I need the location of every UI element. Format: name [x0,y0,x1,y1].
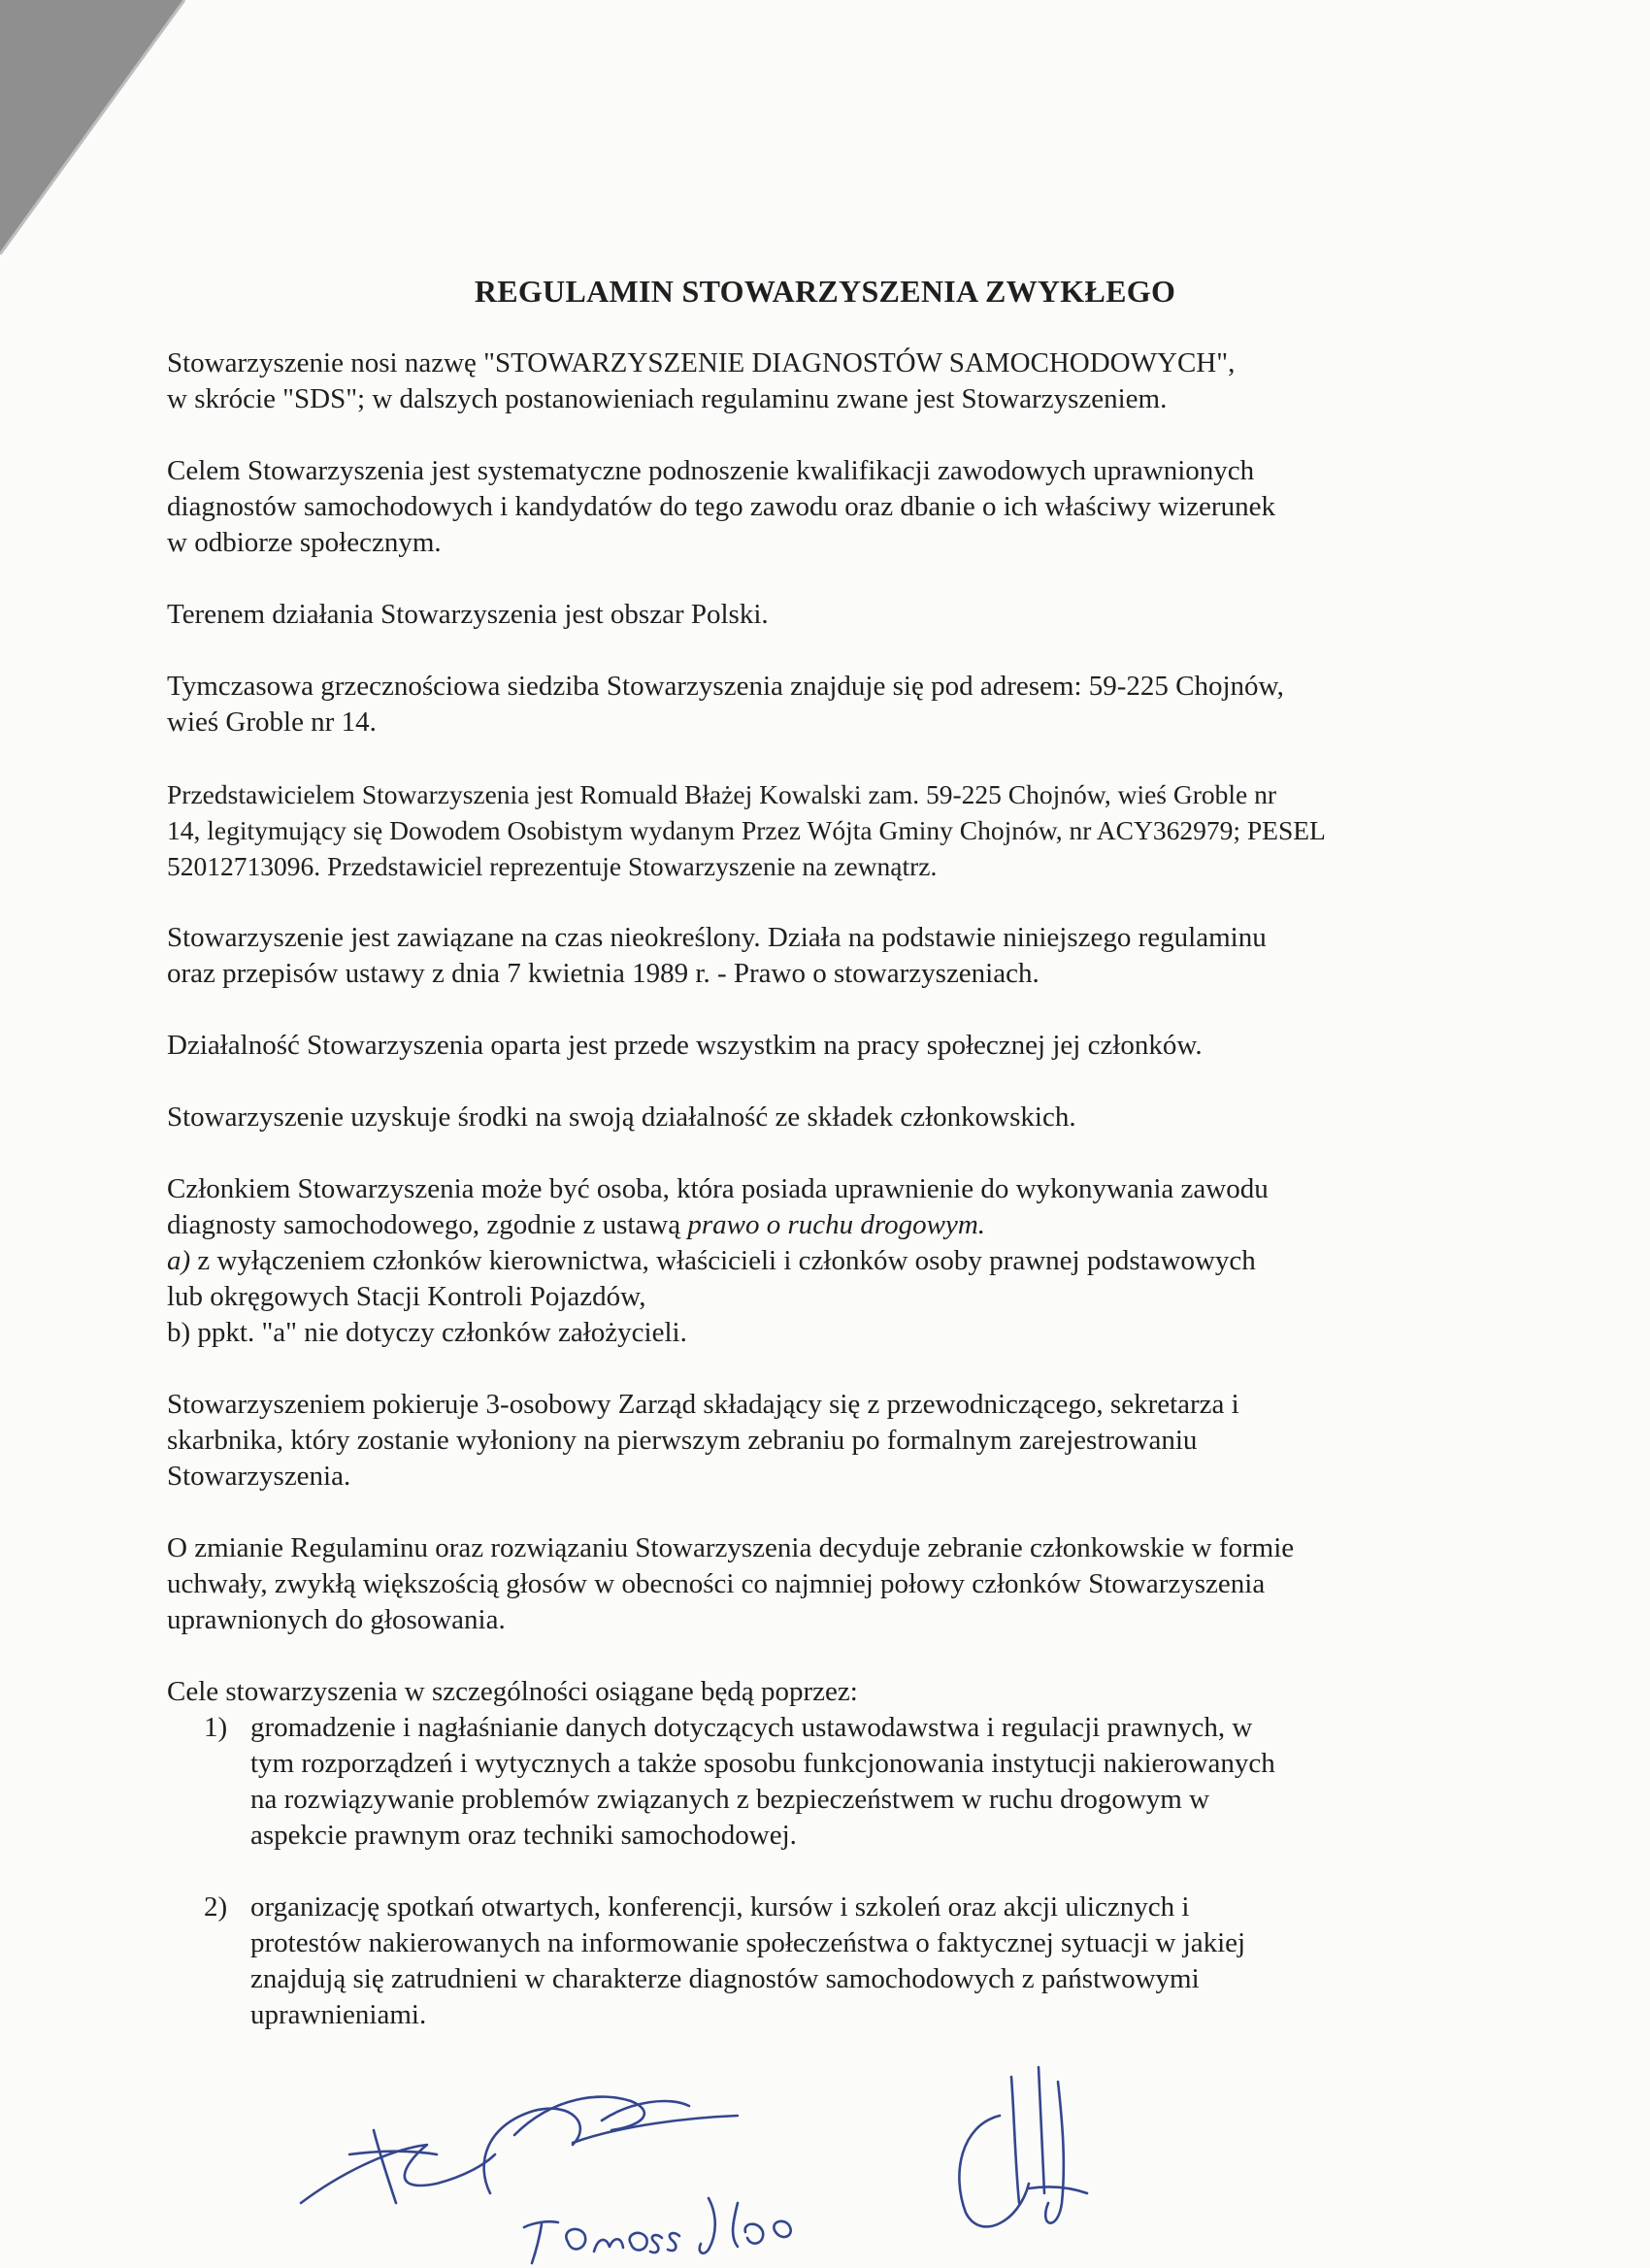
goals-intro [167,1674,1468,1710]
text-line: Stowarzyszenie nosi nazwę "STOWARZYSZENIE DIAGNOSTÓW SAMOCHODOWYCH", [167,347,1236,378]
text-line: skarbnika, który zostanie wyłoniony na pierwszym zebraniu po formalnym zarejestrowaniu [167,1425,1198,1456]
paragraph-name [167,345,1468,417]
text-segment: diagnosty samochodowego, zgodnie z ustawą [167,1209,688,1240]
text-line: Stowarzyszenie jest zawiązane na czas nieokreślony. Działa na podstawie niniejszego regulaminu [167,922,1267,953]
folded-corner [0,0,233,262]
text-line: uprawnionych do głosowania. [167,1604,506,1635]
list-number: 2) [204,1891,228,1923]
text-line: tym rozporządzeń i wytycznych a także sposobu funkcjonowania instytucji nakierowanych [250,1748,1275,1779]
paragraph-purpose [167,453,1468,561]
text-line: diagnostów samochodowych i kandydatów do tego zawodu oraz dbanie o ich właściwy wizerunek [167,491,1275,522]
list-item [167,1890,1468,2033]
text-line: na rozwiązywanie problemów związanych z bezpieczeństwem w ruchu drogowym w [250,1784,1210,1815]
text-line: aspekcie prawnym oraz techniki samochodowej. [250,1820,797,1851]
text-line: wieś Groble nr 14. [167,707,377,738]
text-line: oraz przepisów ustawy z dnia 7 kwietnia 1989 r. - Prawo o stowarzyszeniach. [167,958,1040,989]
text-line: Terenem działania Stowarzyszenia jest obszar Polski. [167,599,769,630]
text-segment: z wyłączeniem członków kierownictwa, właścicieli i członków osoby prawnej podstawowych [190,1245,1256,1276]
document-body [167,345,1468,2069]
text-line: gromadzenie i nagłaśnianie danych dotyczących ustawodawstwa i regulacji prawnych, w [250,1712,1253,1743]
paragraph-duration [167,920,1468,992]
text-line: protestów nakierowanych na informowanie społeczeństwa o faktycznej sytuacji w jakiej [250,1927,1246,1958]
signature-1 [301,2097,738,2203]
paragraph-amendments [167,1530,1468,1638]
text-line: Stowarzyszenie uzyskuje środki na swoją działalność ze składek członkowskich. [167,1101,1076,1133]
text-line: znajdują się zatrudnieni w charakterze diagnostów samochodowych z państwowymi [250,1963,1200,1994]
text-line: uprawnieniami. [250,1999,427,2030]
signature-2 [524,2198,791,2263]
text-line: Cele stowarzyszenia w szczególności osiągane będą poprzez: [167,1676,858,1707]
text-line: w odbiorze społecznym. [167,527,442,558]
text-line: 14, legitymujący się Dowodem Osobistym wydanym Przez Wójta Gminy Chojnów, nr ACY362979; PESEL [167,815,1326,845]
signatures [281,2057,1155,2268]
italic-law-reference: prawo o ruchu drogowym. [687,1209,986,1240]
paragraph-seat [167,669,1468,740]
goals-list [167,1710,1468,2033]
text-line [167,1243,1468,1279]
subpoint-marker: a) [167,1245,191,1276]
paragraph-funding [167,1100,1468,1135]
text-line: Działalność Stowarzyszenia oparta jest przede wszystkim na pracy społecznej jej członków. [167,1030,1203,1061]
paragraph-board [167,1387,1468,1495]
text-line: lub okręgowych Stacji Kontroli Pojazdów, [167,1281,646,1312]
list-item [167,1710,1468,1854]
list-number: 1) [204,1712,228,1743]
text-line [167,1207,1468,1243]
text-line: Tymczasowa grzecznościowa siedziba Stowarzyszenia znajduje się pod adresem: 59-225 Chojnów, [167,671,1284,702]
text-line: Przedstawicielem Stowarzyszenia jest Romuald Błażej Kowalski zam. 59-225 Chojnów, wieś Groble nr [167,779,1277,809]
text-line: organizację spotkań otwartych, konferencji, kursów i szkoleń oraz akcji ulicznych i [250,1891,1190,1923]
text-line: O zmianie Regulaminu oraz rozwiązaniu Stowarzyszenia decyduje zebranie członkowskie w formie [167,1532,1295,1563]
document-title: REGULAMIN STOWARZYSZENIA ZWYKŁEGO [474,274,1176,309]
paragraph-representative [167,776,1468,884]
text-line: Członkiem Stowarzyszenia może być osoba, która posiada uprawnienie do wykonywania zawodu [167,1173,1269,1204]
text-line: uchwały, zwykłą większością głosów w obecności co najmniej połowy członków Stowarzyszenia [167,1568,1266,1599]
text-line: b) ppkt. "a" nie dotyczy członków założycieli. [167,1317,687,1348]
text-line: w skrócie "SDS"; w dalszych postanowieniach regulaminu zwane jest Stowarzyszeniem. [167,383,1168,414]
text-line: Celem Stowarzyszenia jest systematyczne podnoszenie kwalifikacji zawodowych uprawnionych [167,455,1255,486]
paragraph-membership [167,1171,1468,1351]
text-line: Stowarzyszenia. [167,1461,351,1492]
paragraph-activity [167,1028,1468,1064]
text-line: 52012713096. Przedstawiciel reprezentuje Stowarzyszenie na zewnątrz. [167,851,938,881]
signature-3 [959,2067,1087,2226]
text-line: Stowarzyszeniem pokieruje 3-osobowy Zarząd składający się z przewodniczącego, sekretarza i [167,1389,1239,1420]
paragraph-territory [167,597,1468,633]
